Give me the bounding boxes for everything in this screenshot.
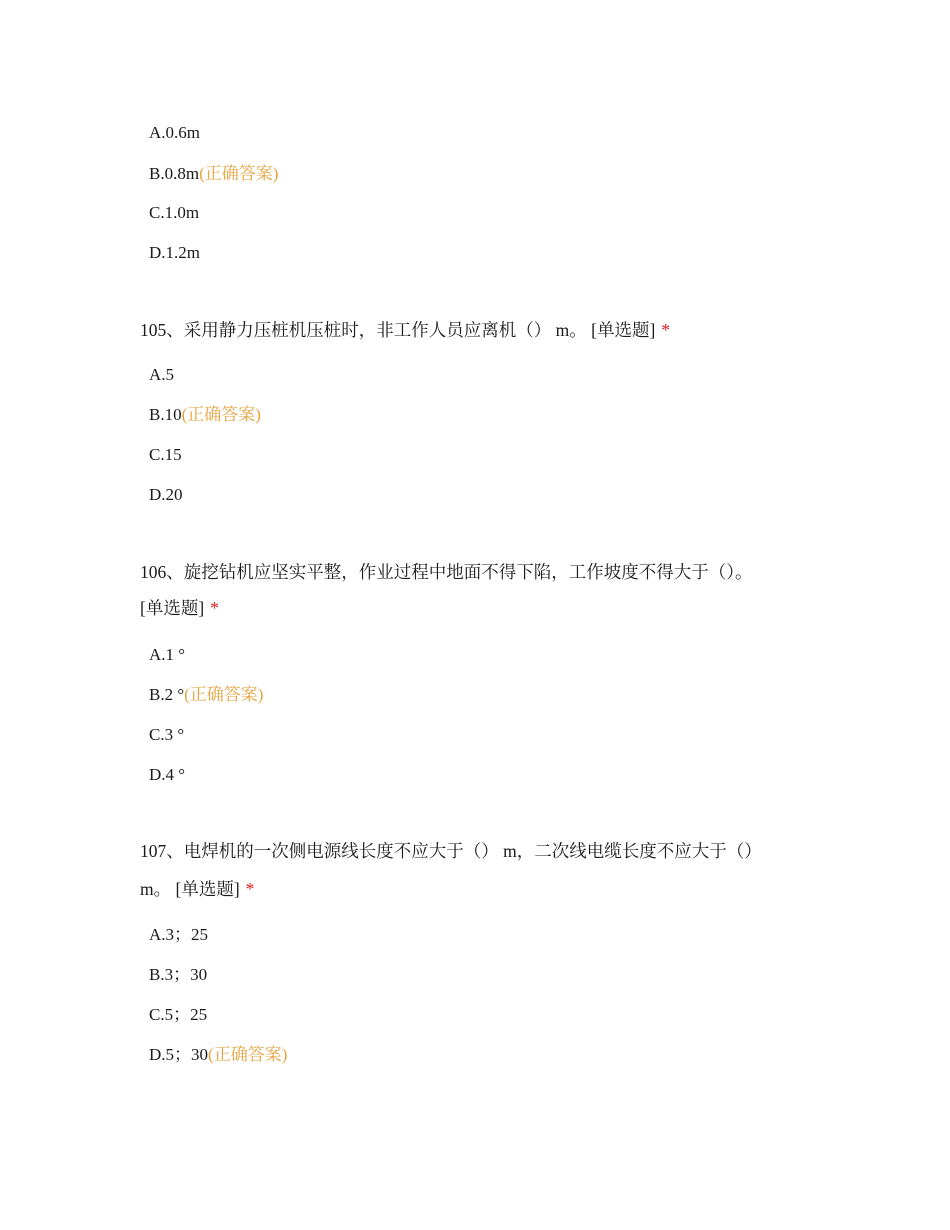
- option-105-b: [149, 404, 261, 426]
- option-text: A.5: [149, 365, 175, 384]
- option-text: D.4 °: [149, 765, 186, 784]
- option-text: A.0.6m: [149, 123, 200, 142]
- question-title-line2: m。 [单选题]: [140, 879, 240, 899]
- option-104-a: [149, 122, 200, 144]
- required-mark: *: [210, 598, 219, 618]
- question-title: [140, 553, 840, 627]
- question-title-line2-wrap: [140, 870, 840, 908]
- option-text: B.3；30: [149, 965, 208, 984]
- option-text: D.20: [149, 485, 183, 504]
- question-title-line2-wrap: [140, 589, 840, 627]
- required-mark: *: [245, 879, 255, 899]
- option-104-b: [149, 163, 278, 185]
- option-106-c: [149, 724, 184, 746]
- option-107-b: [149, 964, 207, 986]
- question-title-text: 105、采用静力压桩机压桩时，非工作人员应离机（） m。 [单选题]: [140, 320, 656, 340]
- option-105-c: [149, 444, 182, 466]
- option-text: C.5；25: [149, 1005, 208, 1024]
- option-text: A.3；25: [149, 925, 209, 944]
- option-text: D.1.2m: [149, 243, 200, 262]
- required-mark: *: [661, 320, 671, 340]
- question-title: [140, 311, 820, 349]
- option-text: C.15: [149, 445, 182, 464]
- option-text: C.3 °: [149, 725, 185, 744]
- correct-answer-tag: (正确答案): [208, 1045, 288, 1064]
- correct-answer-tag: (正确答案): [184, 685, 264, 704]
- option-107-c: [149, 1004, 207, 1026]
- option-text: B.2 °: [149, 685, 185, 704]
- option-106-b: [149, 684, 263, 706]
- option-text: B.10: [149, 405, 182, 424]
- option-106-a: [149, 644, 185, 666]
- option-106-d: [149, 764, 185, 786]
- correct-answer-tag: (正确答案): [199, 164, 279, 183]
- question-title-line2: [单选题]: [140, 598, 205, 618]
- option-104-d: [149, 242, 200, 264]
- option-text: D.5；30: [149, 1045, 209, 1064]
- option-107-a: [149, 924, 208, 946]
- question-title-line1: 106、旋挖钻机应坚实平整，作业过程中地面不得下陷，工作坡度不得大于（）。: [140, 562, 753, 582]
- question-title: [140, 832, 840, 908]
- option-text: A.1 °: [149, 645, 186, 664]
- option-105-a: [149, 364, 174, 386]
- option-107-d: [149, 1044, 287, 1066]
- option-text: C.1.0m: [149, 203, 200, 222]
- question-title-line1: 107、电焊机的一次侧电源线长度不应大于（） m，二次线电缆长度不应大于（）: [140, 841, 762, 861]
- option-104-c: [149, 202, 199, 224]
- correct-answer-tag: (正确答案): [181, 405, 261, 424]
- option-text: B.0.8m: [149, 164, 200, 183]
- option-105-d: [149, 484, 183, 506]
